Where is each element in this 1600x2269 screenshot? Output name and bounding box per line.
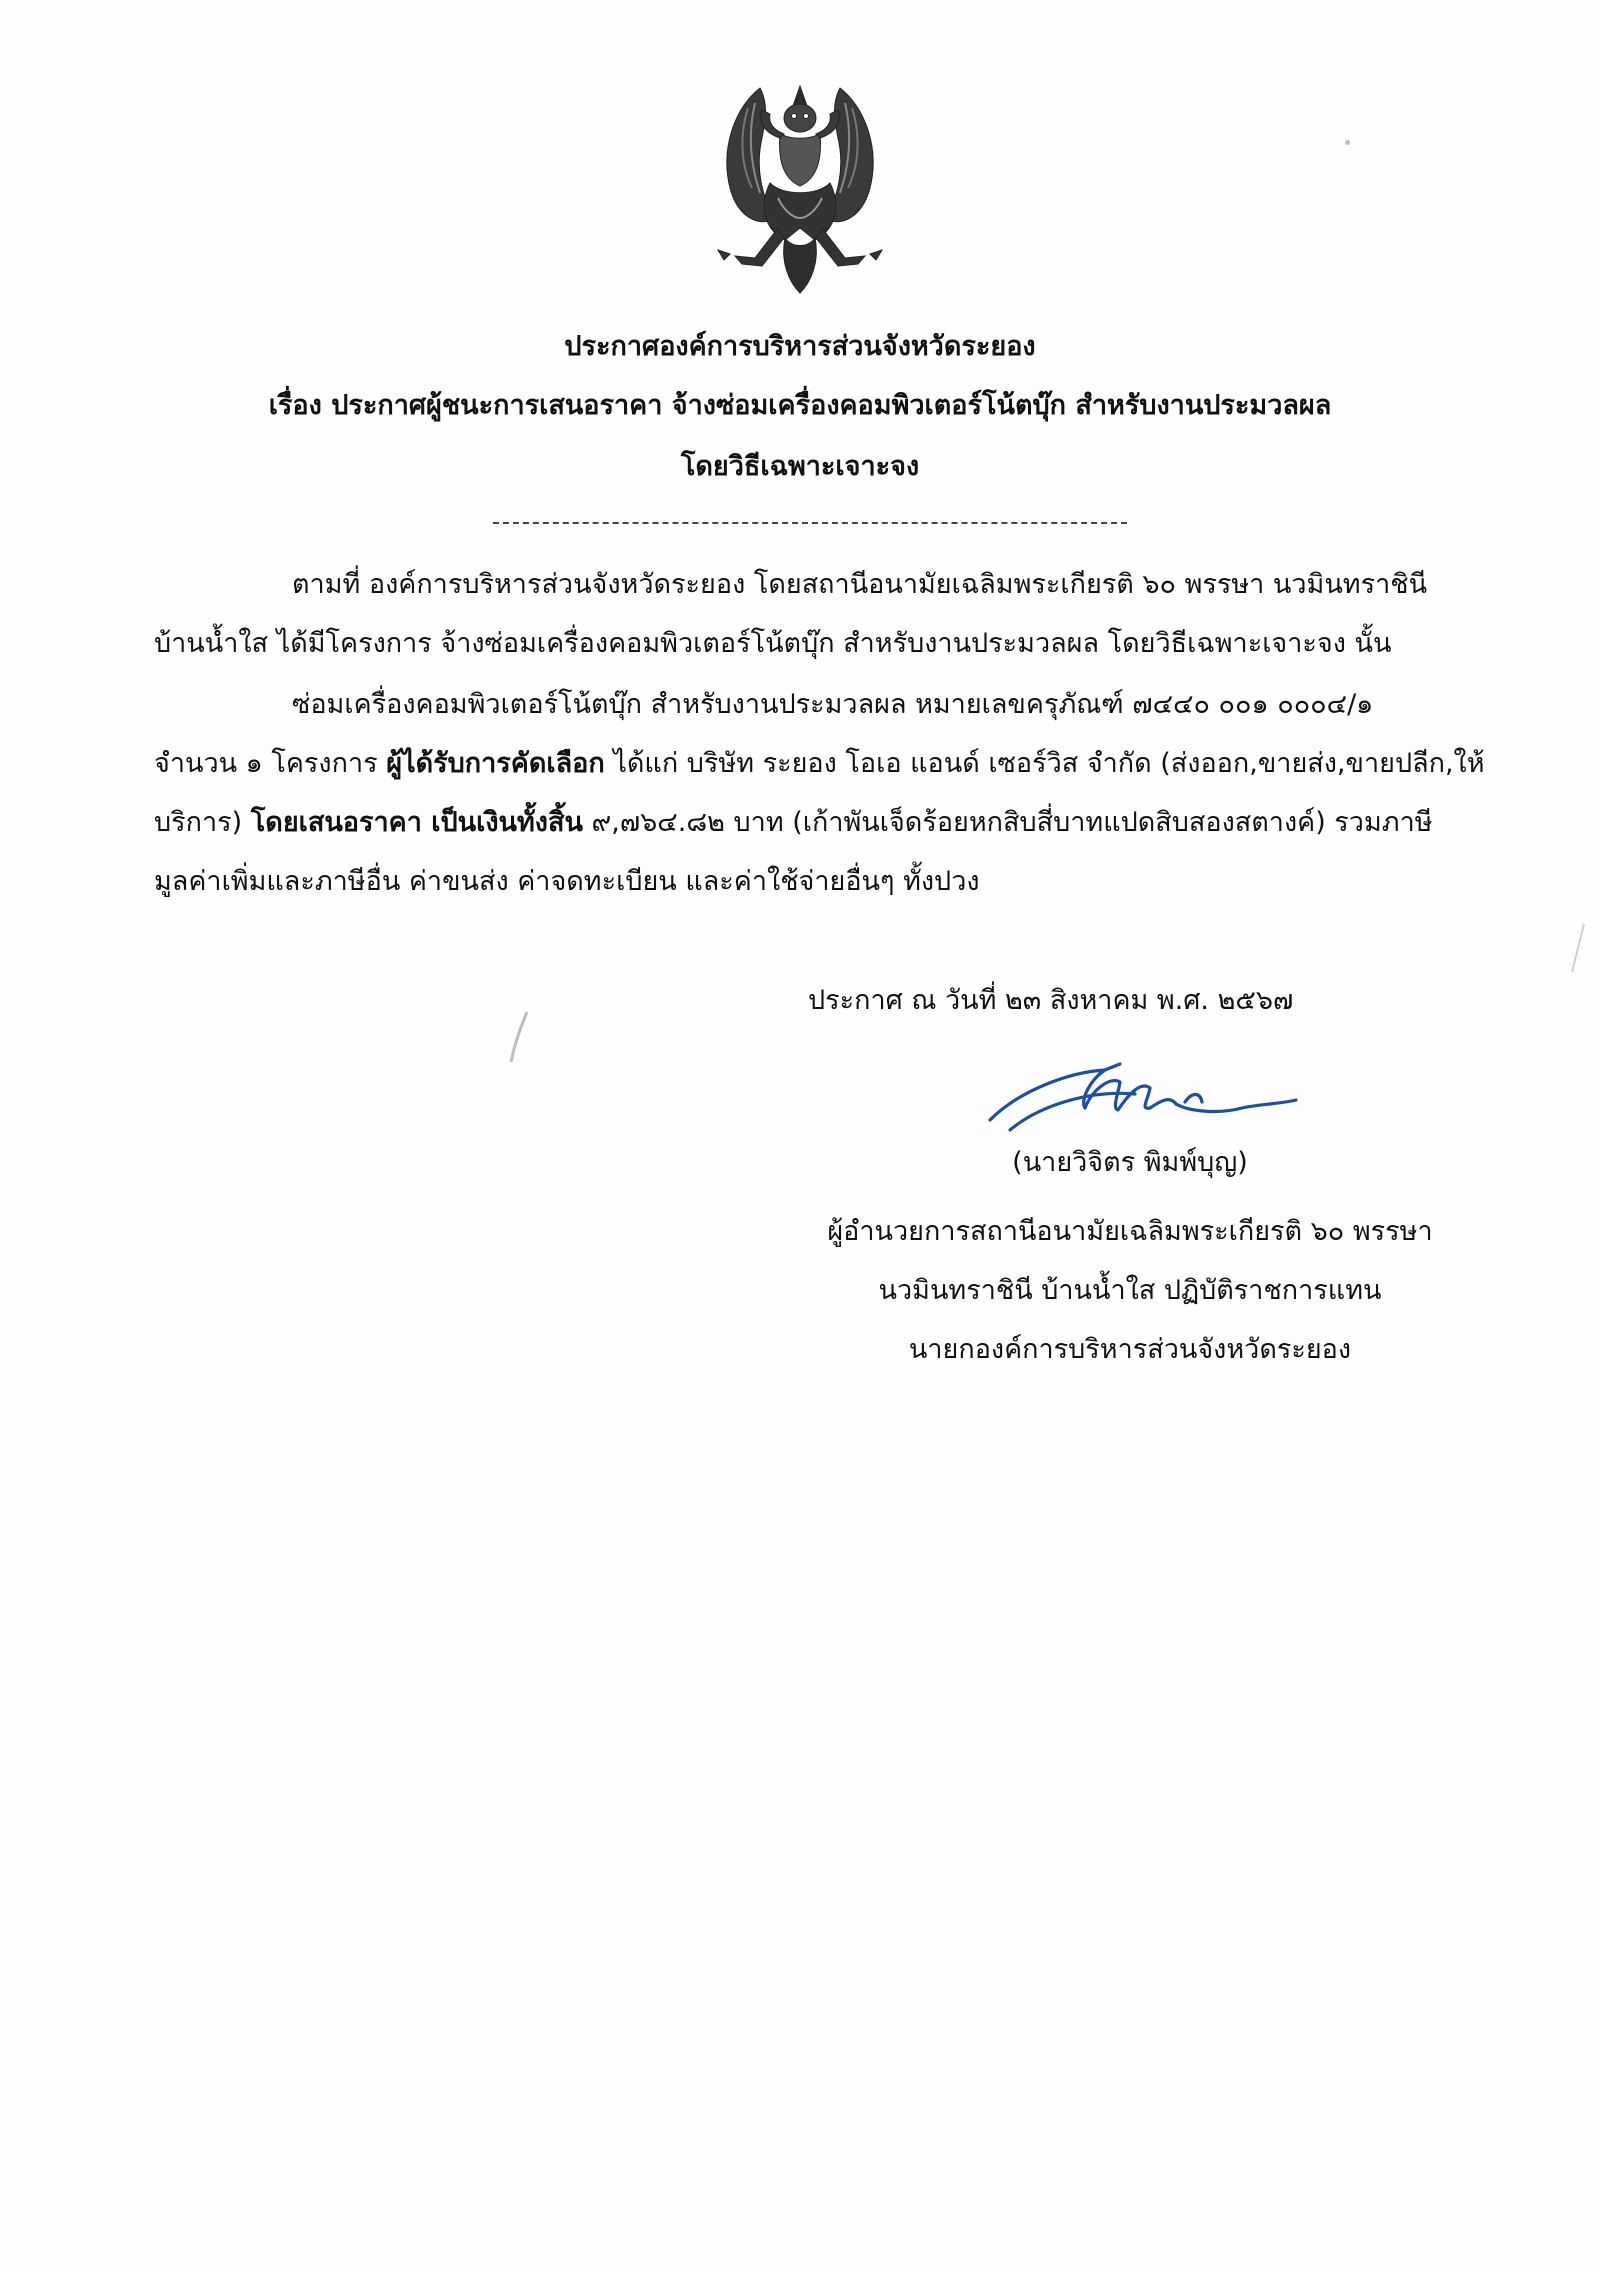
body-paragraph-2-line-3 — [154, 806, 1433, 840]
vendor-type-text: บริการ) — [154, 807, 251, 838]
announcement-date: ประกาศ ณ วันที่ ๒๓ สิงหาคม พ.ศ. ๒๕๖๗ — [808, 985, 1294, 1016]
body-paragraph-1-line-2: บ้านน้ำใส ได้มีโครงการ จ้างซ่อมเครื่องคอมพิวเตอร์โน้ตบุ๊ก สำหรับงานประมวลผล โดยวิธีเฉพาะเจาะจง นั้น — [154, 628, 1392, 659]
body-paragraph-1-line-1: ตามที่ องค์การบริหารส่วนจังหวัดระยอง โดยสถานีอนามัยเฉลิมพระเกียรติ ๖๐ พรรษา นวมินทราชินี — [292, 569, 1428, 600]
separator-line — [493, 522, 1127, 524]
announcement-title: ประกาศองค์การบริหารส่วนจังหวัดระยอง — [564, 331, 1036, 362]
signatory-name: (นายวิจิตร พิมพ์บุญ) — [1012, 1147, 1248, 1178]
quantity-text: จำนวน ๑ โครงการ — [154, 748, 387, 779]
signatory-position-line-3: นายกองค์การบริหารส่วนจังหวัดระยอง — [908, 1334, 1352, 1365]
signature-icon — [980, 1050, 1320, 1160]
signatory-position-line-2: นวมินทราชินี บ้านน้ำใส ปฏิบัติราชการแทน — [878, 1275, 1382, 1306]
signatory-position-line-1: ผู้อำนวยการสถานีอนามัยเฉลิมพระเกียรติ ๖๐ พรรษา — [827, 1216, 1433, 1247]
bid-amount-label: โดยเสนอราคา เป็นเงินทั้งสิ้น — [250, 807, 583, 838]
announcement-subject: เรื่อง ประกาศผู้ชนะการเสนอราคา จ้างซ่อมเครื่องคอมพิวเตอร์โน้ตบุ๊ก สำหรับงานประมวลผล — [268, 390, 1332, 421]
body-paragraph-2-line-4: มูลค่าเพิ่มและภาษีอื่น ค่าขนส่ง ค่าจดทะเบียน และค่าใช้จ่ายอื่นๆ ทั้งปวง — [154, 866, 980, 897]
bid-amount-text: ๙,๗๖๔.๘๒ บาท (เก้าพันเจ็ดร้อยหกสิบสี่บาทแปดสิบสองสตางค์) รวมภาษี — [582, 807, 1433, 838]
body-paragraph-2-line-1: ซ่อมเครื่องคอมพิวเตอร์โน้ตบุ๊ก สำหรับงานประมวลผล หมายเลขครุภัณฑ์ ๗๔๔๐ ๐๐๑ ๐๐๐๔/๑ — [292, 689, 1374, 720]
procurement-method: โดยวิธีเฉพาะเจาะจง — [680, 451, 920, 482]
garuda-emblem-icon — [700, 78, 900, 308]
body-paragraph-2-line-2 — [154, 747, 1485, 781]
selected-vendor-label: ผู้ได้รับการคัดเลือก — [386, 748, 605, 779]
vendor-name-text: ได้แก่ บริษัท ระยอง โอเอ แอนด์ เซอร์วิส จำกัด (ส่งออก,ขายส่ง,ขายปลีก,ให้ — [604, 748, 1485, 779]
scan-mark — [505, 1008, 535, 1068]
scan-dot — [1345, 140, 1350, 145]
scan-mark — [1560, 920, 1590, 980]
